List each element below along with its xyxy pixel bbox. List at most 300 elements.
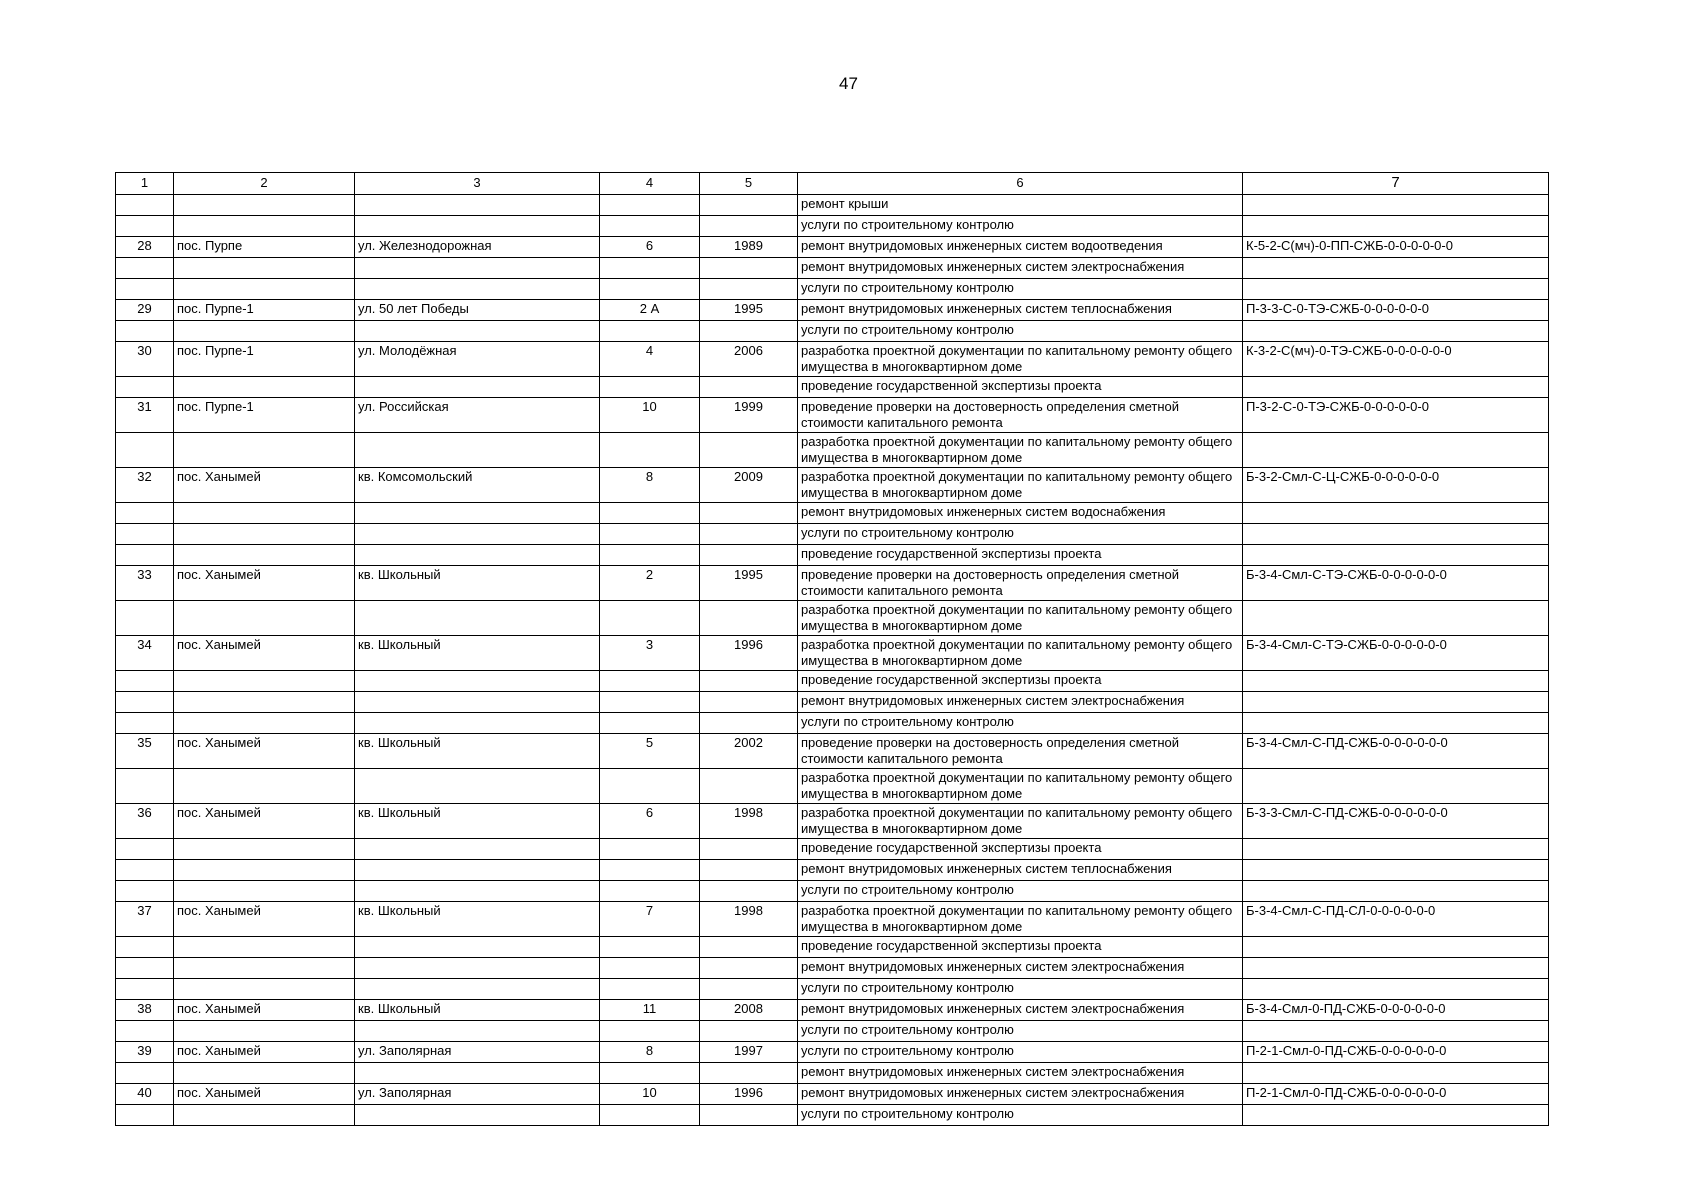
street-cell: кв. Школьный <box>355 902 600 937</box>
work-type-cell: услуги по строительному контролю <box>798 713 1243 734</box>
table-row <box>116 566 1549 601</box>
street-cell <box>355 545 600 566</box>
work-type-cell: ремонт внутридомовых инженерных систем электроснабжения <box>798 692 1243 713</box>
settlement-cell <box>174 958 355 979</box>
building-code-cell: Б-3-3-Смл-С-ПД-СЖБ-0-0-0-0-0-0 <box>1243 804 1549 839</box>
building-code-cell <box>1243 839 1549 860</box>
street-cell <box>355 692 600 713</box>
row-number-cell: 33 <box>116 566 174 601</box>
work-type-cell: проведение государственной экспертизы проекта <box>798 937 1243 958</box>
year-built-cell: 2002 <box>700 734 798 769</box>
house-number-cell <box>600 503 700 524</box>
row-number-cell <box>116 937 174 958</box>
year-built-cell: 1995 <box>700 566 798 601</box>
street-cell <box>355 258 600 279</box>
table-row <box>116 1105 1549 1126</box>
column-header-2: 2 <box>174 173 355 195</box>
street-cell: кв. Школьный <box>355 1000 600 1021</box>
table-row <box>116 1084 1549 1105</box>
year-built-cell: 1995 <box>700 300 798 321</box>
year-built-cell <box>700 860 798 881</box>
street-cell <box>355 958 600 979</box>
column-header-4: 4 <box>600 173 700 195</box>
settlement-cell: пос. Пурпе <box>174 237 355 258</box>
building-code-cell <box>1243 216 1549 237</box>
building-code-cell <box>1243 769 1549 804</box>
year-built-cell: 1989 <box>700 237 798 258</box>
street-cell <box>355 1021 600 1042</box>
settlement-cell: пос. Пурпе-1 <box>174 398 355 433</box>
table-row <box>116 902 1549 937</box>
row-number-cell <box>116 713 174 734</box>
year-built-cell: 2009 <box>700 468 798 503</box>
work-type-cell: услуги по строительному контролю <box>798 216 1243 237</box>
street-cell: ул. Заполярная <box>355 1084 600 1105</box>
building-code-cell <box>1243 860 1549 881</box>
settlement-cell <box>174 1021 355 1042</box>
row-number-cell: 35 <box>116 734 174 769</box>
street-cell: ул. 50 лет Победы <box>355 300 600 321</box>
year-built-cell <box>700 545 798 566</box>
work-type-cell: услуги по строительному контролю <box>798 1105 1243 1126</box>
row-number-cell: 38 <box>116 1000 174 1021</box>
settlement-cell: пос. Ханымей <box>174 566 355 601</box>
table-row <box>116 671 1549 692</box>
year-built-cell: 1998 <box>700 804 798 839</box>
row-number-cell: 28 <box>116 237 174 258</box>
year-built-cell <box>700 601 798 636</box>
table-row <box>116 1042 1549 1063</box>
year-built-cell <box>700 258 798 279</box>
table-row <box>116 713 1549 734</box>
house-number-cell <box>600 713 700 734</box>
work-type-cell: ремонт внутридомовых инженерных систем электроснабжения <box>798 1000 1243 1021</box>
street-cell <box>355 377 600 398</box>
house-number-cell <box>600 860 700 881</box>
row-number-cell <box>116 524 174 545</box>
house-number-cell <box>600 1105 700 1126</box>
street-cell <box>355 524 600 545</box>
year-built-cell <box>700 692 798 713</box>
settlement-cell <box>174 216 355 237</box>
settlement-cell <box>174 769 355 804</box>
building-code-cell: П-2-1-Смл-0-ПД-СЖБ-0-0-0-0-0-0 <box>1243 1042 1549 1063</box>
building-code-cell <box>1243 713 1549 734</box>
building-code-cell: К-3-2-С(мч)-0-ТЭ-СЖБ-0-0-0-0-0-0 <box>1243 342 1549 377</box>
row-number-cell <box>116 279 174 300</box>
work-type-cell: разработка проектной документации по капитальному ремонту общего имущества в многоквартирном доме <box>798 902 1243 937</box>
house-number-cell: 7 <box>600 902 700 937</box>
street-cell: кв. Комсомольский <box>355 468 600 503</box>
building-code-cell <box>1243 279 1549 300</box>
year-built-cell: 2006 <box>700 342 798 377</box>
row-number-cell: 29 <box>116 300 174 321</box>
work-type-cell: проведение проверки на достоверность определения сметной стоимости капитального ремонта <box>798 566 1243 601</box>
year-built-cell: 1996 <box>700 636 798 671</box>
settlement-cell: пос. Ханымей <box>174 1084 355 1105</box>
table-row <box>116 342 1549 377</box>
table-row <box>116 804 1549 839</box>
work-type-cell: услуги по строительному контролю <box>798 524 1243 545</box>
building-code-cell <box>1243 601 1549 636</box>
work-type-cell: ремонт внутридомовых инженерных систем электроснабжения <box>798 1063 1243 1084</box>
work-type-cell: проведение проверки на достоверность определения сметной стоимости капитального ремонта <box>798 398 1243 433</box>
street-cell <box>355 1063 600 1084</box>
settlement-cell <box>174 937 355 958</box>
settlement-cell: пос. Пурпе-1 <box>174 342 355 377</box>
house-number-cell <box>600 1021 700 1042</box>
year-built-cell <box>700 524 798 545</box>
settlement-cell <box>174 671 355 692</box>
street-cell: кв. Школьный <box>355 566 600 601</box>
settlement-cell <box>174 258 355 279</box>
house-number-cell <box>600 601 700 636</box>
table-row <box>116 692 1549 713</box>
work-type-cell: разработка проектной документации по капитальному ремонту общего имущества в многоквартирном доме <box>798 804 1243 839</box>
work-type-cell: ремонт крыши <box>798 195 1243 216</box>
house-number-cell <box>600 279 700 300</box>
row-number-cell <box>116 839 174 860</box>
year-built-cell <box>700 216 798 237</box>
work-type-cell: услуги по строительному контролю <box>798 979 1243 1000</box>
street-cell <box>355 713 600 734</box>
house-number-cell <box>600 216 700 237</box>
work-type-cell: проведение государственной экспертизы проекта <box>798 839 1243 860</box>
house-number-cell <box>600 769 700 804</box>
house-number-cell: 5 <box>600 734 700 769</box>
year-built-cell: 1997 <box>700 1042 798 1063</box>
settlement-cell: пос. Ханымей <box>174 468 355 503</box>
house-number-cell <box>600 839 700 860</box>
row-number-cell <box>116 195 174 216</box>
building-code-cell <box>1243 958 1549 979</box>
street-cell <box>355 881 600 902</box>
row-number-cell: 32 <box>116 468 174 503</box>
house-number-cell <box>600 671 700 692</box>
building-code-cell: К-5-2-С(мч)-0-ПП-СЖБ-0-0-0-0-0-0 <box>1243 237 1549 258</box>
year-built-cell <box>700 979 798 1000</box>
settlement-cell: пос. Ханымей <box>174 1000 355 1021</box>
house-number-cell: 10 <box>600 398 700 433</box>
street-cell: ул. Российская <box>355 398 600 433</box>
house-number-cell: 8 <box>600 1042 700 1063</box>
street-cell <box>355 195 600 216</box>
year-built-cell <box>700 713 798 734</box>
table-row <box>116 601 1549 636</box>
row-number-cell <box>116 321 174 342</box>
table-row <box>116 979 1549 1000</box>
row-number-cell <box>116 433 174 468</box>
repair-register-table <box>115 172 1549 1126</box>
settlement-cell: пос. Ханымей <box>174 1042 355 1063</box>
row-number-cell <box>116 881 174 902</box>
house-number-cell: 11 <box>600 1000 700 1021</box>
table-row <box>116 636 1549 671</box>
house-number-cell: 6 <box>600 804 700 839</box>
work-type-cell: проведение государственной экспертизы проекта <box>798 671 1243 692</box>
building-code-cell <box>1243 671 1549 692</box>
work-type-cell: услуги по строительному контролю <box>798 1021 1243 1042</box>
row-number-cell: 31 <box>116 398 174 433</box>
house-number-cell <box>600 881 700 902</box>
row-number-cell: 30 <box>116 342 174 377</box>
building-code-cell <box>1243 1021 1549 1042</box>
column-header-1: 1 <box>116 173 174 195</box>
table-row <box>116 769 1549 804</box>
year-built-cell <box>700 671 798 692</box>
table-row <box>116 258 1549 279</box>
row-number-cell <box>116 545 174 566</box>
row-number-cell <box>116 503 174 524</box>
column-header-5: 5 <box>700 173 798 195</box>
work-type-cell: разработка проектной документации по капитальному ремонту общего имущества в многоквартирном доме <box>798 601 1243 636</box>
row-number-cell <box>116 216 174 237</box>
building-code-cell <box>1243 545 1549 566</box>
year-built-cell: 2008 <box>700 1000 798 1021</box>
house-number-cell: 6 <box>600 237 700 258</box>
settlement-cell <box>174 713 355 734</box>
settlement-cell <box>174 839 355 860</box>
work-type-cell: разработка проектной документации по капитальному ремонту общего имущества в многоквартирном доме <box>798 769 1243 804</box>
street-cell: ул. Железнодорожная <box>355 237 600 258</box>
work-type-cell: услуги по строительному контролю <box>798 881 1243 902</box>
row-number-cell: 36 <box>116 804 174 839</box>
row-number-cell <box>116 769 174 804</box>
year-built-cell <box>700 1021 798 1042</box>
building-code-cell <box>1243 1105 1549 1126</box>
work-type-cell: разработка проектной документации по капитальному ремонту общего имущества в многоквартирном доме <box>798 342 1243 377</box>
house-number-cell <box>600 958 700 979</box>
house-number-cell <box>600 692 700 713</box>
building-code-cell: Б-3-2-Смл-С-Ц-СЖБ-0-0-0-0-0-0 <box>1243 468 1549 503</box>
house-number-cell <box>600 377 700 398</box>
table-row <box>116 524 1549 545</box>
work-type-cell: ремонт внутридомовых инженерных систем электроснабжения <box>798 1084 1243 1105</box>
work-type-cell: проведение государственной экспертизы проекта <box>798 377 1243 398</box>
page-number: 47 <box>839 74 858 93</box>
year-built-cell <box>700 279 798 300</box>
settlement-cell: пос. Ханымей <box>174 636 355 671</box>
settlement-cell <box>174 1105 355 1126</box>
settlement-cell <box>174 279 355 300</box>
work-type-cell: проведение проверки на достоверность определения сметной стоимости капитального ремонта <box>798 734 1243 769</box>
street-cell: ул. Молодёжная <box>355 342 600 377</box>
work-type-cell: услуги по строительному контролю <box>798 321 1243 342</box>
table-row <box>116 195 1549 216</box>
street-cell: кв. Школьный <box>355 636 600 671</box>
house-number-cell <box>600 937 700 958</box>
settlement-cell <box>174 321 355 342</box>
year-built-cell <box>700 881 798 902</box>
building-code-cell: Б-3-4-Смл-0-ПД-СЖБ-0-0-0-0-0-0 <box>1243 1000 1549 1021</box>
table-row <box>116 321 1549 342</box>
settlement-cell: пос. Пурпе-1 <box>174 300 355 321</box>
settlement-cell <box>174 433 355 468</box>
house-number-cell: 4 <box>600 342 700 377</box>
settlement-cell <box>174 1063 355 1084</box>
row-number-cell <box>116 258 174 279</box>
house-number-cell: 8 <box>600 468 700 503</box>
settlement-cell <box>174 692 355 713</box>
row-number-cell: 37 <box>116 902 174 937</box>
work-type-cell: ремонт внутридомовых инженерных систем электроснабжения <box>798 958 1243 979</box>
work-type-cell: разработка проектной документации по капитальному ремонту общего имущества в многоквартирном доме <box>798 433 1243 468</box>
building-code-cell <box>1243 881 1549 902</box>
settlement-cell <box>174 881 355 902</box>
table-row <box>116 377 1549 398</box>
table-row <box>116 1021 1549 1042</box>
table-row <box>116 237 1549 258</box>
work-type-cell: разработка проектной документации по капитальному ремонту общего имущества в многоквартирном доме <box>798 636 1243 671</box>
settlement-cell <box>174 601 355 636</box>
street-cell <box>355 216 600 237</box>
building-code-cell: Б-3-4-Смл-С-ТЭ-СЖБ-0-0-0-0-0-0 <box>1243 636 1549 671</box>
row-number-cell <box>116 1021 174 1042</box>
house-number-cell <box>600 433 700 468</box>
street-cell <box>355 601 600 636</box>
table-row <box>116 503 1549 524</box>
work-type-cell: услуги по строительному контролю <box>798 279 1243 300</box>
street-cell <box>355 769 600 804</box>
building-code-cell <box>1243 1063 1549 1084</box>
street-cell <box>355 321 600 342</box>
building-code-cell: П-3-2-С-0-ТЭ-СЖБ-0-0-0-0-0-0 <box>1243 398 1549 433</box>
street-cell <box>355 839 600 860</box>
street-cell <box>355 860 600 881</box>
table-row <box>116 300 1549 321</box>
work-type-cell: разработка проектной документации по капитальному ремонту общего имущества в многоквартирном доме <box>798 468 1243 503</box>
building-code-cell <box>1243 258 1549 279</box>
street-cell <box>355 433 600 468</box>
row-number-cell <box>116 1063 174 1084</box>
house-number-cell <box>600 195 700 216</box>
house-number-cell <box>600 524 700 545</box>
work-type-cell: ремонт внутридомовых инженерных систем водоотведения <box>798 237 1243 258</box>
table-body <box>116 195 1549 1126</box>
row-number-cell: 34 <box>116 636 174 671</box>
year-built-cell <box>700 503 798 524</box>
row-number-cell: 40 <box>116 1084 174 1105</box>
year-built-cell <box>700 195 798 216</box>
house-number-cell <box>600 1063 700 1084</box>
building-code-cell: Б-3-4-Смл-С-ПД-СЛ-0-0-0-0-0-0 <box>1243 902 1549 937</box>
building-code-cell <box>1243 692 1549 713</box>
settlement-cell <box>174 860 355 881</box>
street-cell: ул. Заполярная <box>355 1042 600 1063</box>
table-row <box>116 468 1549 503</box>
row-number-cell: 39 <box>116 1042 174 1063</box>
building-code-cell: П-3-3-С-0-ТЭ-СЖБ-0-0-0-0-0-0 <box>1243 300 1549 321</box>
street-cell <box>355 1105 600 1126</box>
street-cell <box>355 279 600 300</box>
settlement-cell: пос. Ханымей <box>174 804 355 839</box>
row-number-cell <box>116 958 174 979</box>
settlement-cell <box>174 545 355 566</box>
year-built-cell: 1998 <box>700 902 798 937</box>
row-number-cell <box>116 692 174 713</box>
year-built-cell: 1999 <box>700 398 798 433</box>
settlement-cell <box>174 377 355 398</box>
street-cell: кв. Школьный <box>355 734 600 769</box>
building-code-cell <box>1243 321 1549 342</box>
table-row <box>116 1000 1549 1021</box>
settlement-cell <box>174 195 355 216</box>
house-number-cell: 10 <box>600 1084 700 1105</box>
row-number-cell <box>116 860 174 881</box>
year-built-cell <box>700 433 798 468</box>
table-row <box>116 398 1549 433</box>
street-cell <box>355 979 600 1000</box>
work-type-cell: ремонт внутридомовых инженерных систем водоснабжения <box>798 503 1243 524</box>
table-row <box>116 216 1549 237</box>
street-cell <box>355 503 600 524</box>
street-cell <box>355 671 600 692</box>
row-number-cell <box>116 671 174 692</box>
table-row <box>116 279 1549 300</box>
column-header-3: 3 <box>355 173 600 195</box>
table-row <box>116 937 1549 958</box>
building-code-cell <box>1243 195 1549 216</box>
column-header-7: 7 <box>1243 173 1549 195</box>
house-number-cell <box>600 545 700 566</box>
row-number-cell <box>116 377 174 398</box>
year-built-cell <box>700 377 798 398</box>
row-number-cell <box>116 601 174 636</box>
work-type-cell: ремонт внутридомовых инженерных систем теплоснабжения <box>798 300 1243 321</box>
building-code-cell <box>1243 937 1549 958</box>
header-row <box>116 173 1549 195</box>
table-row <box>116 839 1549 860</box>
building-code-cell <box>1243 433 1549 468</box>
house-number-cell: 3 <box>600 636 700 671</box>
table-row <box>116 545 1549 566</box>
house-number-cell <box>600 258 700 279</box>
year-built-cell <box>700 1105 798 1126</box>
year-built-cell: 1996 <box>700 1084 798 1105</box>
work-type-cell: проведение государственной экспертизы проекта <box>798 545 1243 566</box>
settlement-cell <box>174 979 355 1000</box>
settlement-cell <box>174 524 355 545</box>
table-row <box>116 958 1549 979</box>
year-built-cell <box>700 839 798 860</box>
table-row <box>116 433 1549 468</box>
house-number-cell <box>600 321 700 342</box>
house-number-cell <box>600 979 700 1000</box>
table-row <box>116 734 1549 769</box>
row-number-cell <box>116 979 174 1000</box>
work-type-cell: ремонт внутридомовых инженерных систем теплоснабжения <box>798 860 1243 881</box>
building-code-cell <box>1243 503 1549 524</box>
building-code-cell: Б-3-4-Смл-С-ТЭ-СЖБ-0-0-0-0-0-0 <box>1243 566 1549 601</box>
year-built-cell <box>700 321 798 342</box>
settlement-cell: пос. Ханымей <box>174 902 355 937</box>
settlement-cell <box>174 503 355 524</box>
building-code-cell: П-2-1-Смл-0-ПД-СЖБ-0-0-0-0-0-0 <box>1243 1084 1549 1105</box>
building-code-cell <box>1243 524 1549 545</box>
building-code-cell <box>1243 979 1549 1000</box>
house-number-cell: 2 А <box>600 300 700 321</box>
year-built-cell <box>700 1063 798 1084</box>
work-type-cell: ремонт внутридомовых инженерных систем электроснабжения <box>798 258 1243 279</box>
settlement-cell: пос. Ханымей <box>174 734 355 769</box>
street-cell: кв. Школьный <box>355 804 600 839</box>
year-built-cell <box>700 937 798 958</box>
building-code-cell: Б-3-4-Смл-С-ПД-СЖБ-0-0-0-0-0-0 <box>1243 734 1549 769</box>
house-number-cell: 2 <box>600 566 700 601</box>
table-row <box>116 1063 1549 1084</box>
work-type-cell: услуги по строительному контролю <box>798 1042 1243 1063</box>
table-row <box>116 881 1549 902</box>
